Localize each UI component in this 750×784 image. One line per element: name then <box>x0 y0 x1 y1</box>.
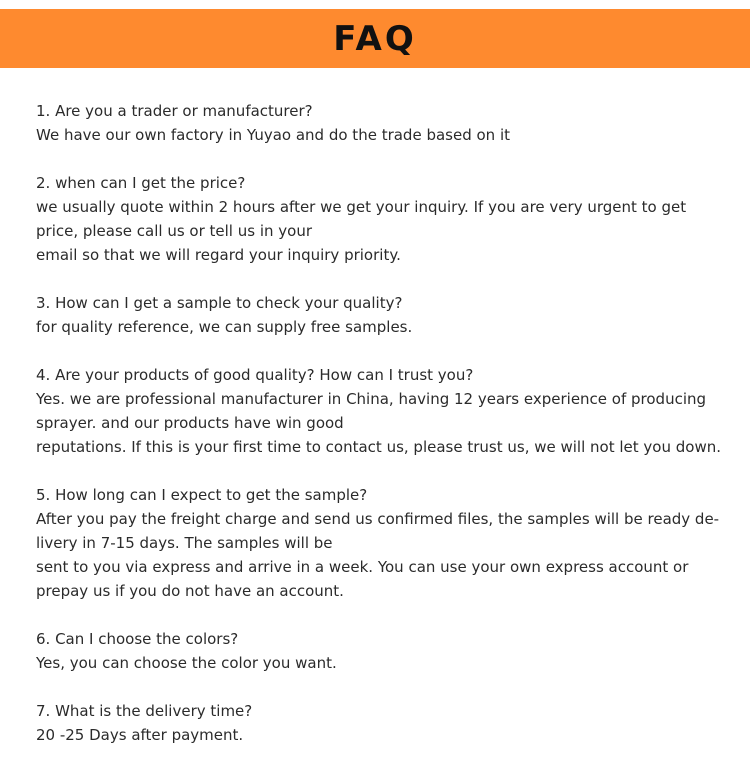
faq-item <box>36 291 716 339</box>
faq-answer-line: sprayer. and our products have win good <box>36 414 344 432</box>
faq-item <box>36 99 716 147</box>
faq-answer-line: email so that we will regard your inquiry priority. <box>36 246 401 264</box>
faq-question: 7. What is the delivery time? <box>36 702 253 720</box>
faq-question: 5. How long can I expect to get the sample? <box>36 486 368 504</box>
faq-item <box>36 627 716 675</box>
faq-answer-line: price, please call us or tell us in your <box>36 222 313 240</box>
page-title: FAQ <box>333 18 417 59</box>
faq-answer-line: for quality reference, we can supply free samples. <box>36 318 413 336</box>
faq-question: 1. Are you a trader or manufacturer? <box>36 102 313 120</box>
faq-answer-line: livery in 7-15 days. The samples will be <box>36 534 333 552</box>
faq-list <box>36 99 721 771</box>
faq-answer-line: 20 -25 Days after payment. <box>36 726 244 744</box>
faq-answer-line: We have our own factory in Yuyao and do the trade based on it <box>36 126 511 144</box>
faq-item <box>36 363 721 459</box>
faq-item <box>36 483 720 603</box>
faq-question: 2. when can I get the price? <box>36 174 246 192</box>
faq-answer-line: we usually quote within 2 hours after we get your inquiry. If you are very urgent to get <box>36 198 687 216</box>
faq-item <box>36 699 716 747</box>
faq-answer-line: sent to you via express and arrive in a week. You can use your own express account or <box>36 558 689 576</box>
faq-item <box>36 171 716 267</box>
faq-question: 6. Can I choose the colors? <box>36 630 239 648</box>
faq-header-banner <box>0 9 750 68</box>
faq-answer-line: Yes, you can choose the color you want. <box>36 654 337 672</box>
faq-answer-line: prepay us if you do not have an account. <box>36 582 344 600</box>
faq-answer-line: Yes. we are professional manufacturer in China, having 12 years experience of producing <box>36 390 707 408</box>
faq-answer-line: After you pay the freight charge and send us confirmed files, the samples will be ready de- <box>36 510 720 528</box>
faq-answer-line: reputations. If this is your first time to contact us, please trust us, we will not let you down. <box>36 438 721 456</box>
faq-question: 4. Are your products of good quality? How can I trust you? <box>36 366 474 384</box>
faq-question: 3. How can I get a sample to check your quality? <box>36 294 403 312</box>
